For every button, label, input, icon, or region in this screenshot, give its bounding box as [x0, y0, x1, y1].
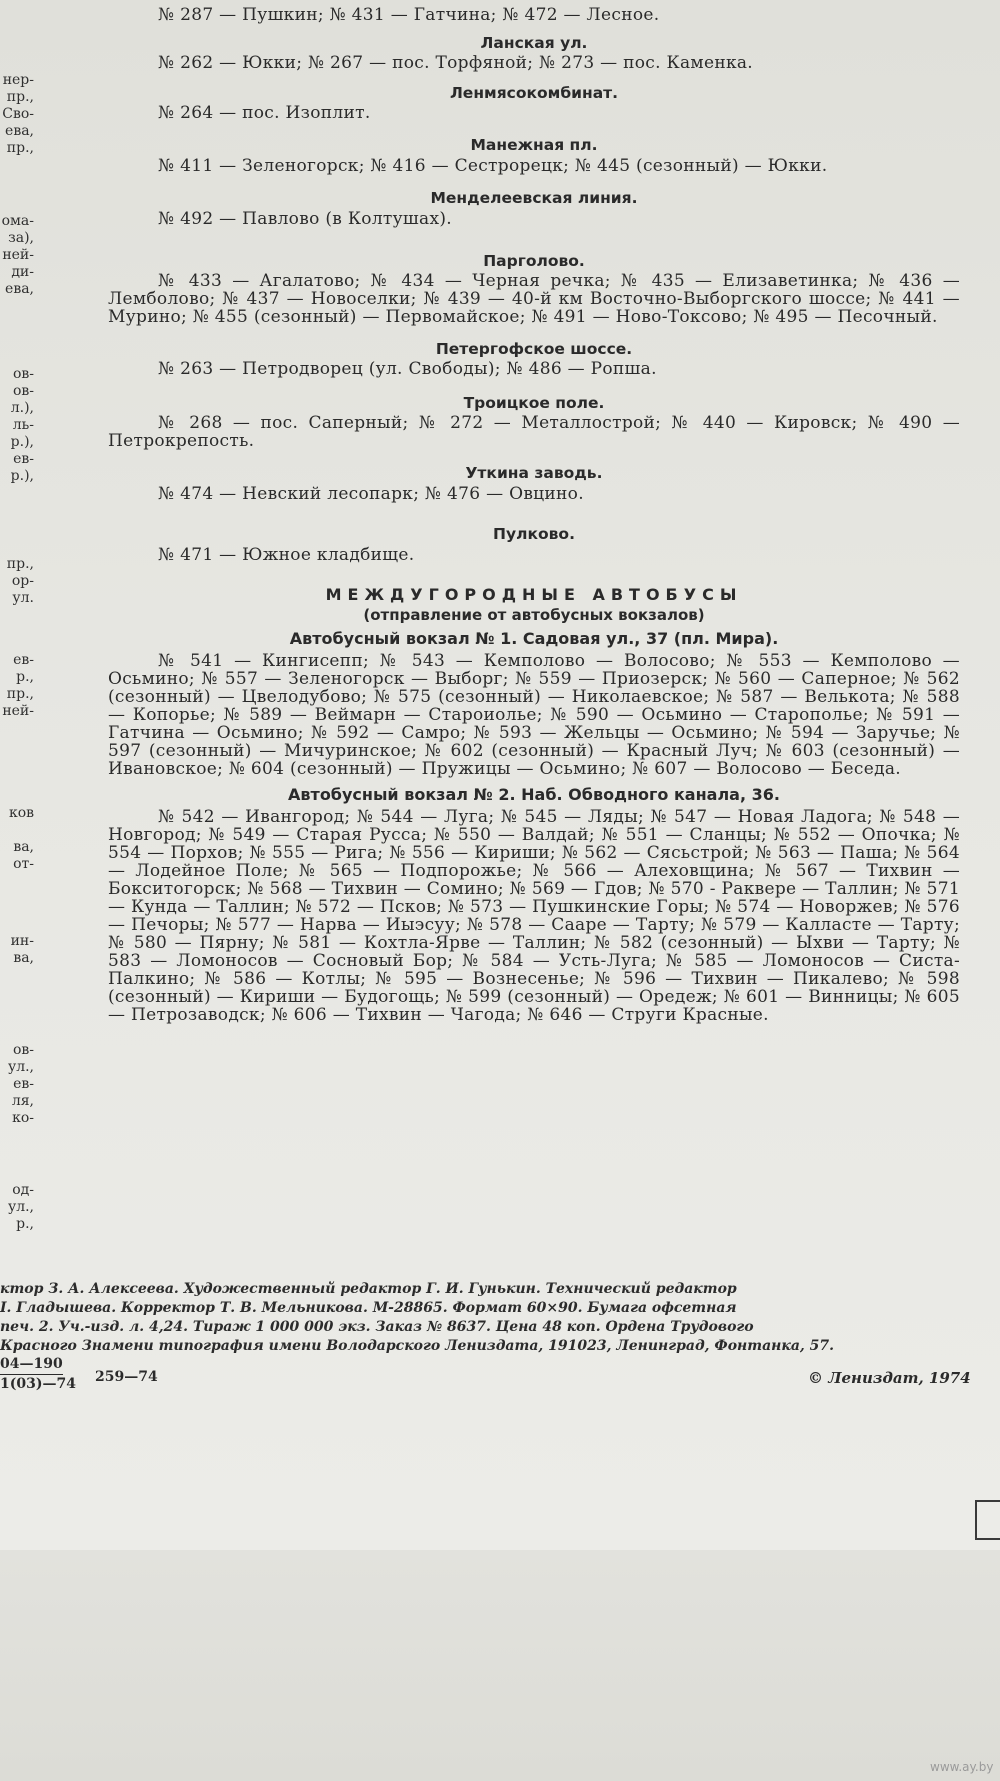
page-corner-mark — [975, 1500, 1000, 1540]
route-listing — [108, 0, 960, 1024]
imprint-line: ктор З. А. Алексеева. Художественный редактор Г. И. Гунькин. Технический редактор — [0, 1281, 737, 1297]
margin-fragment: ев- — [13, 1076, 34, 1092]
margin-fragment: от- — [13, 856, 34, 872]
margin-fragment: од- — [12, 1182, 34, 1198]
route-text: № 268 — пос. Саперный; № 272 — Металлострой; № 440 — Кировск; № 490 — Петрокрепость. — [108, 413, 960, 451]
station-2-routes: № 542 — Ивангород; № 544 — Луга; № 545 — Ляды; № 547 — Новая Ладога; № 548 — Новгород; № 549 — Старая Русса; № 550 — Валдай; № 551 — Сланцы; № 552 — Опочка; № 554 — Порхов; № 555 — Рига; № 556 — Кириши; № 562 — Сясьстрой; № 563 — Паша; № 564 — Лодейное Поле; № 565 — Подпорожье; № 566 — Алеховщина; № 567 — Тихвин — Бокситогорск; № 568 — Тихвин — Сомино; № 569 — Гдов; № 570 - Раквере — Таллин; № 571 — Кунда — Таллин; № 572 — Псков; № 573 — Пушкинские Горы; № 574 — Новоржев; № 576 — Печоры; № 577 — Нарва — Иыэсуу; № 578 — Сааре — Тарту; № 579 — Калласте — Тарту; № 580 — Пярну; № 581 — Кохтла-Ярве — Таллин; № 582 (сезонный) — Ыхви — Тарту; № 583 — Ломоносов — Сосновый Бор; № 584 — Усть-Луга; № 585 — Ломоносов — Систа-Палкино; № 586 — Котлы; № 595 — Вознесенье; № 596 — Тихвин — Пикалево; № 598 (сезонный) — Кириши — Будогощь; № 599 (сезонный) — Оредеж; № 601 — Винницы; № 605 — Петрозаводск; № 606 — Тихвин — Чагода; № 646 — Струги Красные. — [108, 807, 960, 1025]
margin-fragment: ва, — [13, 839, 34, 855]
margin-fragment: ди- — [11, 264, 34, 280]
route-text: № 471 — Южное кладбище. — [158, 545, 415, 565]
margin-fragment: р.), — [10, 434, 34, 450]
margin-fragment: ин- — [10, 933, 34, 949]
code-numerator: 04—190 — [0, 1355, 63, 1375]
publication-number: 259—74 — [95, 1369, 158, 1385]
margin-fragment: ев- — [13, 652, 34, 668]
margin-fragment: ул., — [7, 1199, 34, 1215]
code-denominator: 1(03)—74 — [0, 1376, 76, 1392]
margin-fragment: ль- — [12, 417, 34, 433]
imprint-line: печ. 2. Уч.-изд. л. 4,24. Тираж 1 000 000 экз. Заказ № 8637. Цена 48 коп. Ордена Трудового — [0, 1319, 754, 1335]
margin-fragment: за), — [8, 230, 34, 246]
copyright-notice: © Лениздат, 1974 — [808, 1369, 971, 1387]
margin-fragment: ома- — [1, 213, 34, 229]
route-text: № 264 — пос. Изоплит. — [158, 103, 371, 123]
section-heading: Манежная пл. — [470, 136, 598, 154]
margin-fragment: пр., — [6, 89, 34, 105]
section-heading: Ленмясокомбинат. — [449, 84, 619, 102]
margin-fragment: ев- — [13, 451, 34, 467]
margin-fragment: ул. — [12, 590, 34, 606]
margin-fragment: ов- — [12, 383, 34, 399]
margin-fragment: р., — [16, 1216, 34, 1232]
margin-fragment: ва, — [13, 950, 34, 966]
intercity-subtitle: (отправление от автобусных вокзалов) — [363, 606, 705, 624]
margin-fragment: ов- — [12, 366, 34, 382]
margin-fragment: ко- — [12, 1110, 34, 1126]
section-heading: Менделеевская линия. — [430, 189, 638, 207]
station-1-routes: № 541 — Кингисепп; № 543 — Кемполово — Волосово; № 553 — Кемполово — Осьмино; № 557 — Зеленогорск — Выборг; № 559 — Приозерск; № 560 — Саперное; № 562 (сезонный) — Цвелодубово; № 575 (сезонный) — Николаевское; № 587 — Велькота; № 588 — Копорье; № 589 — Веймарн — Староиолье; № 590 — Осьмино — Старополье; № 591 — Гатчина — Осьмино; № 592 — Самро; № 593 — Жельцы — Осьмино; № 594 — Заручье; № 597 (сезонный) — Мичуринское; № 602 (сезонный) — Красный Луч; № 603 (сезонный) — Ивановское; № 604 (сезонный) — Пружицы — Осьмино; № 607 — Волосово — Беседа. — [108, 651, 960, 779]
margin-fragment: ева, — [5, 123, 34, 139]
margin-fragment: пр., — [6, 140, 34, 156]
margin-fragment: нер- — [2, 72, 34, 88]
section-heading: Уткина заводь. — [465, 464, 603, 482]
margin-fragment: ля, — [11, 1093, 34, 1109]
margin-fragment: р.), — [10, 468, 34, 484]
section-heading: Пулково. — [493, 525, 575, 543]
imprint-line: Красного Знамени типография имени Володарского Лениздата, 191023, Ленинград, Фонтанка, 57. — [0, 1338, 834, 1354]
watermark: www.ay.by — [930, 1760, 994, 1774]
margin-fragment: ул., — [7, 1059, 34, 1075]
margin-fragment: пр., — [6, 686, 34, 702]
station-2-heading: Автобусный вокзал № 2. Наб. Обводного канала, 36. — [288, 785, 780, 804]
margin-fragment: пр., — [6, 556, 34, 572]
publication-code — [0, 1355, 76, 1394]
route-text: № 433 — Агалатово; № 434 — Черная речка; № 435 — Елизаветинка; № 436 — Лемболово; № 437 — Новоселки; № 439 — 40-й км Восточно-Выборгского шоссе; № 441 — Мурино; № 455 (сезонный) — Первомайское; № 491 — Ново-Токсово; № 495 — Песочный. — [108, 271, 960, 327]
imprint-line: I. Гладышева. Корректор Т. В. Мельникова. М-28865. Формат 60×90. Бумага офсетная — [0, 1300, 737, 1316]
section-heading: Троицкое поле. — [463, 394, 605, 412]
margin-fragment: р., — [16, 669, 34, 685]
margin-fragment: ор- — [11, 573, 34, 589]
margin-fragment: ков — [8, 805, 34, 821]
route-text: № 287 — Пушкин; № 431 — Гатчина; № 472 — Лесное. — [158, 5, 660, 25]
route-text: № 411 — Зеленогорск; № 416 — Сестрорецк; № 445 (сезонный) — Юкки. — [158, 156, 828, 176]
route-text: № 262 — Юкки; № 267 — пос. Торфяной; № 273 — пос. Каменка. — [158, 53, 754, 73]
intercity-title: МЕЖДУГОРОДНЫЕ АВТОБУСЫ — [325, 585, 743, 604]
station-1-heading: Автобусный вокзал № 1. Садовая ул., 37 (пл. Мира). — [289, 629, 779, 648]
imprint-block — [0, 1280, 975, 1356]
route-text: № 263 — Петродворец (ул. Свободы); № 486 — Ропша. — [158, 359, 657, 379]
margin-fragment: ева, — [5, 281, 34, 297]
margin-fragment: ней- — [2, 703, 34, 719]
section-heading: Парголово. — [483, 252, 585, 270]
route-text: № 492 — Павлово (в Колтушах). — [158, 209, 452, 229]
margin-fragment: ней- — [2, 247, 34, 263]
margin-fragment: ов- — [12, 1042, 34, 1058]
table-surface — [0, 1550, 1000, 1781]
section-heading: Петергофское шоссе. — [435, 340, 633, 358]
section-heading: Ланская ул. — [480, 34, 588, 52]
margin-fragment: л.), — [10, 400, 34, 416]
margin-fragment: Сво- — [2, 106, 34, 122]
route-text: № 474 — Невский лесопарк; № 476 — Овцино. — [158, 484, 584, 504]
